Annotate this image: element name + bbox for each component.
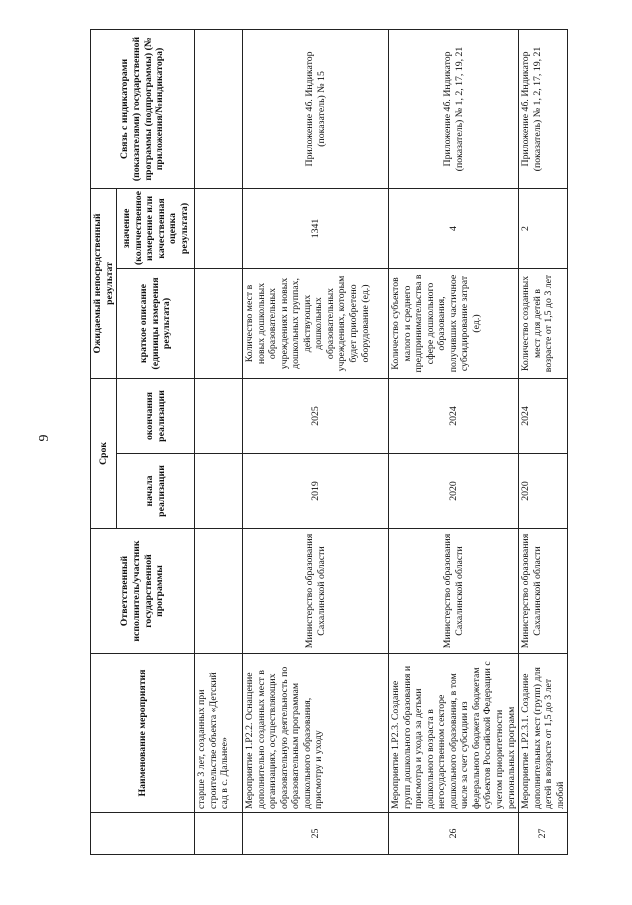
row-value: [195, 188, 243, 268]
row-start: 2019: [243, 454, 389, 529]
row-description: Количество субъектов малого и среднего предпринимательства в сфере дошкольного образования, получивших частичное субсидирование затрат (ед.): [389, 268, 519, 378]
row-link: [195, 29, 243, 188]
header-result: Ожидаемый непосредственный результат: [91, 188, 117, 378]
row-name: Мероприятие 1.Р2.2. Оснащение дополнительно созданных мест в организациях, осуществляющих образовательную деятельность по образовательным программам дошкольного образования, присмотру и уходу: [243, 654, 389, 813]
row-description: [195, 268, 243, 378]
row-name: старше 3 лет, созданных при строительстве объекта «Детский сад в с. Дальнее»: [195, 654, 243, 813]
row-responsible: Министерство образования Сахалинской области: [389, 529, 519, 654]
row-start: 2020: [519, 454, 568, 529]
table-row: [195, 29, 243, 854]
header-responsible: Ответственный исполнитель/участник государственной программы: [91, 529, 195, 654]
header-name: Наименование мероприятия: [91, 654, 195, 813]
row-value: 4: [389, 188, 519, 268]
row-start: [195, 454, 243, 529]
header-start: начала реализации: [117, 454, 195, 529]
header-link: Связь с индикаторами (показателями) государственной программы (подпрограммы) (№ приложения/№индикатора): [91, 29, 195, 188]
row-name: Мероприятие 1.Р2.3. Создание групп дошкольного образования и присмотра и ухода за детьми дошкольного возраста в негосударственном секторе дошкольного образования, в том числе за счет субсидии из федерального бюджета бюджетам субъектов Российской Федерации с учетом приоритетности региональных программ: [389, 654, 519, 813]
header-end: окончания реализации: [117, 378, 195, 453]
row-link: Приложение 4б. Индикатор (показатель) № 15: [243, 29, 389, 188]
row-num: 26: [389, 813, 519, 855]
row-num: 25: [243, 813, 389, 855]
table-row: [519, 29, 568, 854]
row-end: 2025: [243, 378, 389, 453]
row-end: [195, 378, 243, 453]
row-description: Количество созданных мест для детей в возрасте от 1,5 до 3 лет: [519, 268, 568, 378]
page-number: 9: [37, 434, 52, 442]
row-description: Количество мест в новых дошкольных образовательных учреждениях и новых дошкольных группах, действующих дошкольных образовательных учреждениях, которым будет приобретено оборудование (ед.): [243, 268, 389, 378]
row-link: Приложение 4б. Индикатор (показатель) № 1, 2, 17, 19, 21: [389, 29, 519, 188]
rotated-table-container: [90, 30, 566, 855]
row-responsible: Министерство образования Сахалинской области: [243, 529, 389, 654]
row-end: 2024: [519, 378, 568, 453]
row-responsible: [195, 529, 243, 654]
row-responsible: Министерство образования Сахалинской области: [519, 529, 568, 654]
row-name: Мероприятие 1.Р2.3.1. Создание дополнительных мест (групп) для детей в возрасте от 1,5 до 3 лет любой: [519, 654, 568, 813]
table-row: [389, 29, 519, 854]
row-end: 2024: [389, 378, 519, 453]
row-num: 27: [519, 813, 568, 855]
row-num: [195, 813, 243, 855]
header-term: Срок: [91, 378, 117, 528]
row-link: Приложение 4б. Индикатор (показатель) № 1, 2, 17, 19, 21: [519, 29, 568, 188]
row-value: 1341: [243, 188, 389, 268]
header-num: [91, 813, 195, 855]
program-table: [90, 29, 568, 855]
row-value: 2: [519, 188, 568, 268]
header-value: значение (количественное измерение или качественная оценка результата): [117, 188, 195, 268]
header-description: краткое описание (единицы измерения результата): [117, 268, 195, 378]
table-row: [243, 29, 389, 854]
row-start: 2020: [389, 454, 519, 529]
